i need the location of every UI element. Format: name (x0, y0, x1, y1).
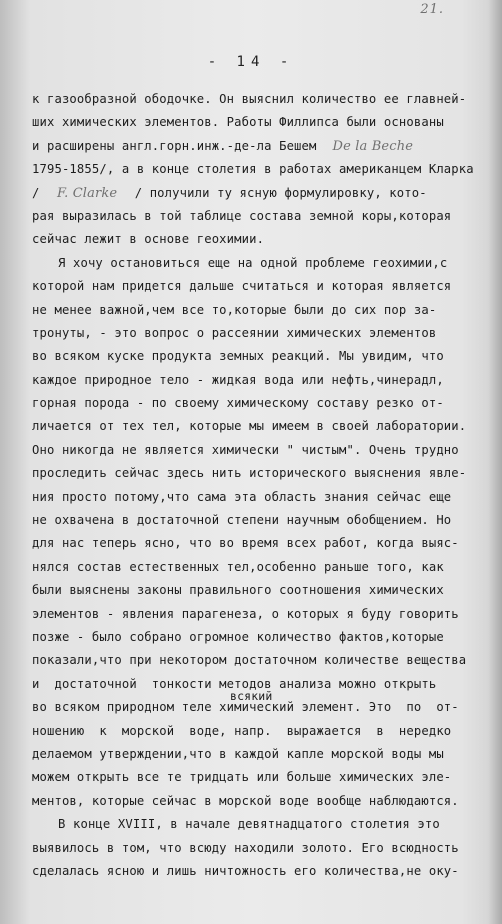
line-text: каждое природное тело - жидкая вода или нефть,чинерадл, (32, 372, 444, 387)
handwritten-annotation: F. Clarke (56, 185, 118, 201)
line-text: ния просто потому,что сама эта область знания сейчас еще (32, 489, 452, 504)
text-line (32, 275, 482, 298)
line-text: во всяком куске продукта земных реакций. Мы увидим, что (32, 349, 444, 364)
text-line (32, 720, 482, 743)
typed-body-text (32, 88, 482, 883)
text-line (32, 415, 482, 438)
handwritten-annotation: De la Beche (332, 138, 414, 154)
text-line (32, 88, 482, 111)
text-line (32, 182, 482, 205)
line-text: которой нам придется дальше считаться и которая является (32, 279, 452, 294)
text-line (32, 556, 482, 579)
text-line (32, 509, 482, 532)
line-text: личается от тех тел, которые мы имеем в своей лаборатории. (32, 419, 467, 434)
line-text: Я хочу остановиться еще на одной проблеме геохимии,с (58, 255, 448, 270)
text-line (32, 322, 482, 345)
line-text: и достаточной тонкости методов анализа можно открыть (32, 676, 437, 691)
line-text: сейчас лежит в основе геохимии. (32, 232, 265, 247)
line-text: и расширены англ.горн.инж.-де-ла Бешем (32, 138, 317, 153)
text-line (32, 228, 482, 251)
page-edge-shadow (488, 0, 502, 924)
text-line (32, 649, 482, 672)
line-text: сделалась ясною и лишь ничтожность его количества,не оку- (32, 863, 459, 878)
text-line (32, 392, 482, 415)
line-text: / (32, 185, 47, 200)
line-text: проследить сейчас здесь нить исторического выяснения явле- (32, 466, 467, 481)
text-line (32, 579, 482, 602)
text-line (32, 486, 482, 509)
text-line (32, 299, 482, 322)
line-text: ших химических элементов. Работы Филлипса были основаны (32, 115, 444, 130)
line-text: показали,что при некотором достаточном количестве вещества (32, 653, 467, 668)
line-text: 1795-1855/, а в конце столетия в работах американцем Кларка (32, 162, 474, 177)
text-line (32, 205, 482, 228)
line-text: ментов, которые сейчас в морской воде вообще наблюдаются. (32, 793, 459, 808)
line-text: рая выразилась в той таблице состава земной коры,которая (32, 208, 452, 223)
line-text: были выяснены законы правильного соотношения химических (32, 583, 444, 598)
text-line (32, 462, 482, 485)
line-text: нялся состав естественных тел,особенно раньше того, как (32, 559, 444, 574)
line-text: горная порода - по своему химическому составу резко от- (32, 396, 444, 411)
text-line (32, 158, 482, 181)
text-line (32, 252, 482, 275)
text-line (32, 369, 482, 392)
text-line (32, 860, 482, 883)
line-text: делаемом утверждении,что в каждой капле морской воды мы (32, 746, 444, 761)
text-line (32, 837, 482, 860)
line-text: можем открыть все те тридцать или больше химических эле- (32, 770, 452, 785)
text-line (32, 532, 482, 555)
text-line (32, 689, 482, 719)
line-text: для нас теперь ясно, что во время всех работ, когда выяс- (32, 536, 459, 551)
line-text: во всяком природном теле химический элемент. Это по от- (32, 700, 459, 715)
line-text: Оно никогда не является химически " чистым". Очень трудно (32, 442, 459, 457)
page-number: - 14 - (207, 54, 295, 70)
text-line (32, 813, 482, 836)
text-line (32, 766, 482, 789)
line-text: элементов - явления парагенеза, о которых я буду говорить (32, 606, 459, 621)
text-line (32, 603, 482, 626)
line-text: к газообразной ободочке. Он выяснил количество ее главней- (32, 92, 467, 106)
line-text: выявилось в том, что всюду находили золото. Его всюдность (32, 840, 459, 855)
line-text: ношению к морской воде, напр. выражается в нередко (32, 723, 452, 738)
text-line (32, 743, 482, 766)
handwritten-folio-number: 21. (420, 2, 444, 17)
line-text: тронуты, - это вопрос о рассеянии химических элементов (32, 325, 437, 340)
text-line (32, 111, 482, 134)
inserted-word: всякий (230, 689, 273, 704)
line-text: позже - было собрано огромное количество фактов,которые (32, 629, 444, 644)
line-text: не охвачена в достаточной степени научным обобщением. Но (32, 513, 452, 528)
text-line (32, 626, 482, 649)
text-line (32, 439, 482, 462)
line-text: В конце XVIII, в начале девятнадцатого столетия это (58, 817, 440, 832)
text-line (32, 345, 482, 368)
line-text-continued: / получили ту ясную формулировку, кото- (127, 185, 427, 200)
line-text: не менее важной,чем все то,которые были до сих пор за- (32, 302, 437, 317)
text-line (32, 790, 482, 813)
text-line (32, 135, 482, 158)
